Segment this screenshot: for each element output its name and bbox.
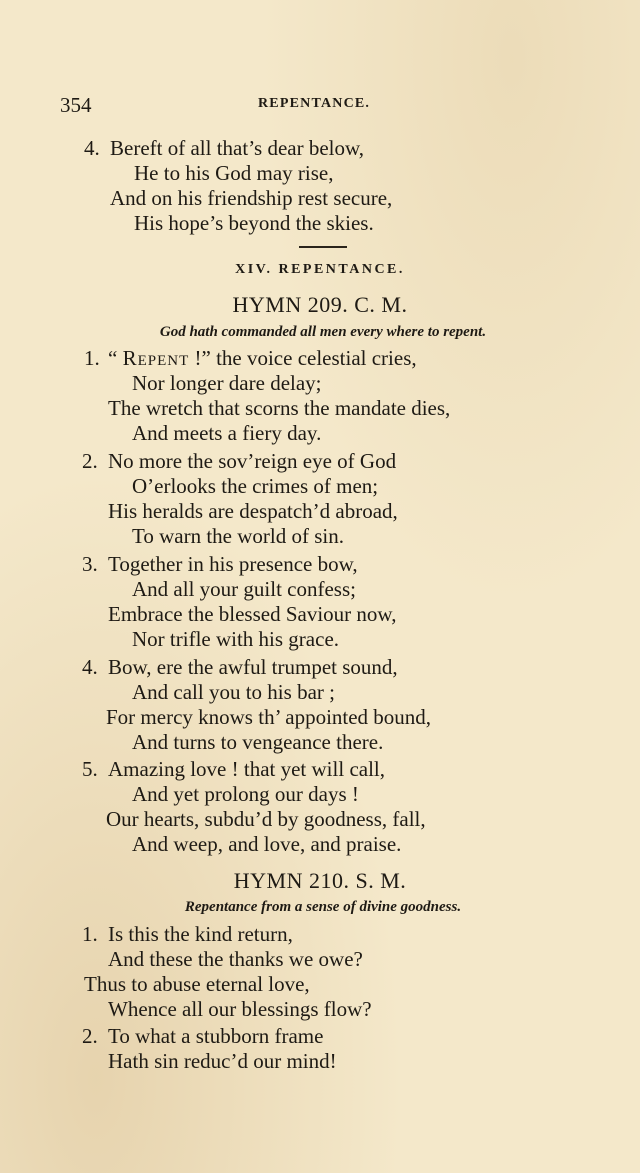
- verse-line: His heralds are despatch’d abroad,: [108, 499, 398, 523]
- stanza-number: 4.: [84, 136, 100, 160]
- repent-word: Repent: [122, 346, 190, 370]
- verse-line: No more the sov’reign eye of God: [108, 449, 397, 473]
- verse-line: O’erlooks the crimes of men;: [132, 474, 379, 498]
- stanza-number: 1.: [82, 922, 98, 946]
- verse-line: Amazing love ! that yet will call,: [108, 757, 385, 781]
- stanza-number: 3.: [82, 552, 98, 576]
- verse-line: And yet prolong our days !: [132, 782, 359, 806]
- verse-line: And meets a fiery day.: [132, 421, 322, 445]
- page-number: 354: [60, 93, 92, 117]
- verse-line: For mercy knows th’ appointed bound,: [106, 705, 432, 729]
- verse-line: And turns to vengeance there.: [132, 730, 384, 754]
- verse-line-rest: !” the voice celestial cries,: [189, 346, 417, 370]
- verse-line: Together in his presence bow,: [108, 552, 358, 576]
- verse-line: To warn the world of sin.: [132, 524, 344, 548]
- verse-line: Hath sin reduc’d our mind!: [108, 1049, 337, 1073]
- stanza-number: 2.: [82, 1024, 98, 1048]
- verse-line: Thus to abuse eternal love,: [84, 972, 310, 996]
- verse-line: Nor longer dare delay;: [132, 371, 322, 395]
- stanza-number: 2.: [82, 449, 98, 473]
- running-title: REPENTANCE.: [258, 96, 371, 111]
- stanza-number: 1.: [84, 346, 100, 370]
- verse-line: And call you to his bar ;: [132, 680, 335, 704]
- stanza-number: 5.: [82, 757, 98, 781]
- verse-line: [108, 346, 417, 370]
- verse-line: The wretch that scorns the mandate dies,: [108, 396, 451, 420]
- hymn-subtitle: Repentance from a sense of divine goodness.: [184, 899, 462, 915]
- verse-line: Whence all our blessings flow?: [108, 997, 372, 1021]
- verse-line: And weep, and love, and praise.: [132, 832, 402, 856]
- verse-line: And all your guilt confess;: [132, 577, 356, 601]
- stanza-number: 4.: [82, 655, 98, 679]
- hymn-title: HYMN 210. S. M.: [233, 868, 407, 893]
- open-quote: “: [108, 346, 123, 370]
- verse-line: To what a stubborn frame: [108, 1024, 324, 1048]
- verse-line: Nor trifle with his grace.: [132, 627, 340, 651]
- verse-line: Bow, ere the awful trumpet sound,: [108, 655, 398, 679]
- hymn-title: HYMN 209. C. M.: [232, 292, 408, 317]
- verse-line: Our hearts, subdu’d by goodness, fall,: [106, 807, 426, 831]
- verse-line: And these the thanks we owe?: [108, 947, 363, 971]
- verse-line: Bereft of all that’s dear below,: [110, 136, 365, 160]
- verse-line: And on his friendship rest secure,: [110, 186, 393, 210]
- section-divider: [299, 246, 347, 248]
- section-title: XIV. REPENTANCE.: [235, 262, 405, 277]
- verse-line: Is this the kind return,: [108, 922, 293, 946]
- hymn-subtitle: God hath commanded all men every where to repent.: [159, 324, 487, 340]
- verse-line: His hope’s beyond the skies.: [134, 211, 374, 235]
- verse-line: He to his God may rise,: [134, 161, 334, 185]
- verse-line: Embrace the blessed Saviour now,: [108, 602, 397, 626]
